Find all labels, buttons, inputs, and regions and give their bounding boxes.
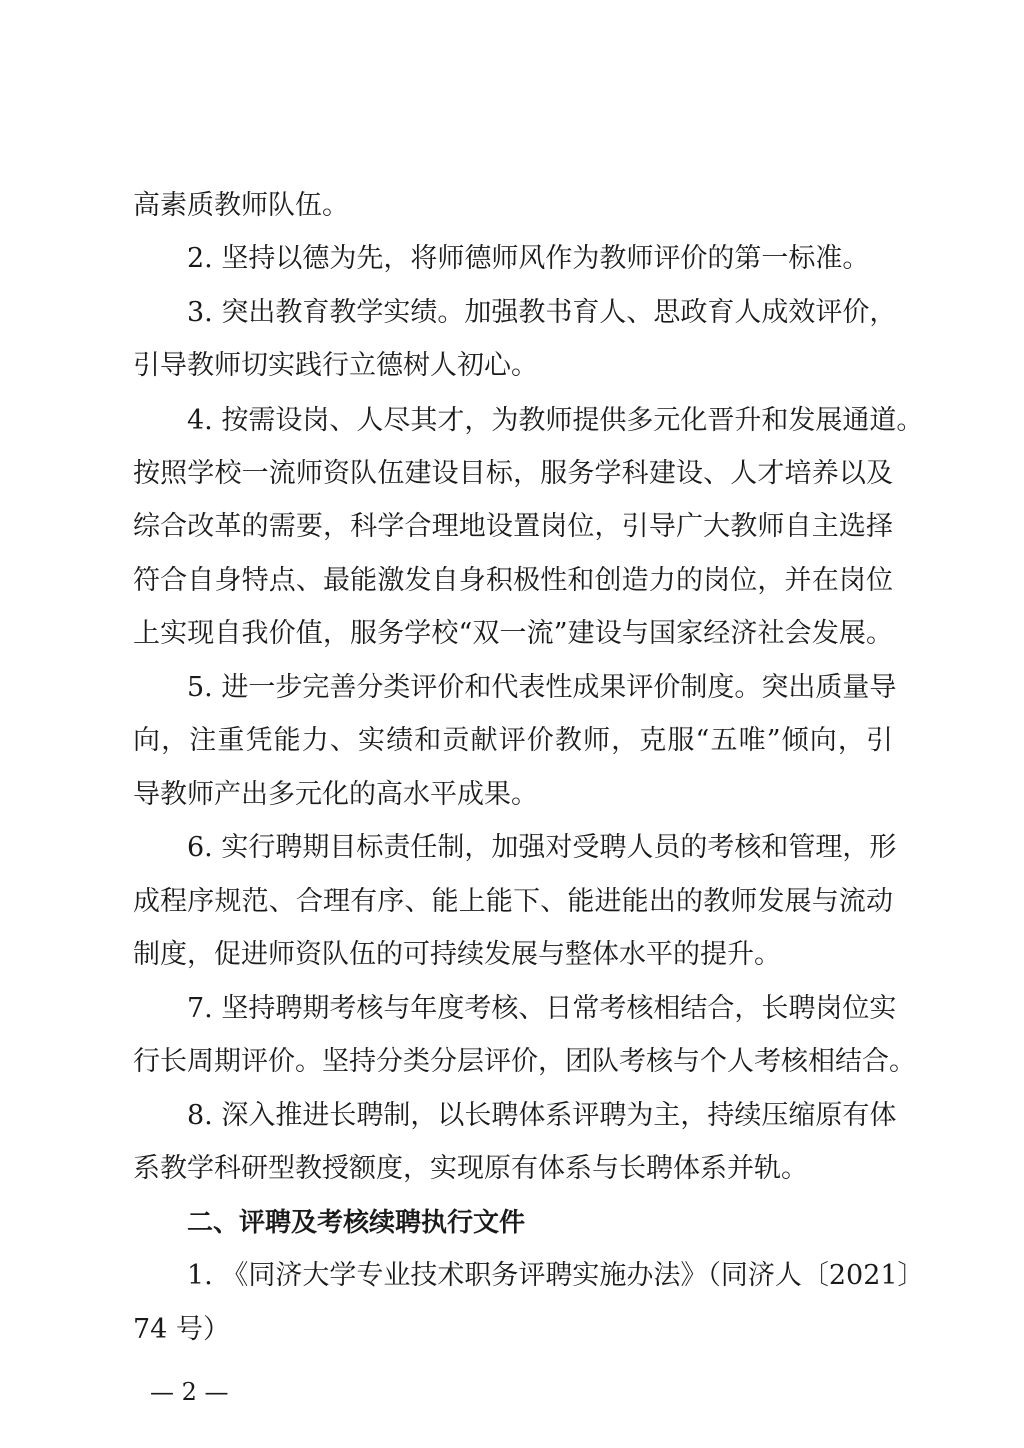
text-line: 5. 进一步完善分类评价和代表性成果评价制度。突出质量导 [187, 672, 897, 703]
text-line: 3. 突出教育教学实绩。加强教书育人、思政育人成效评价， [187, 297, 897, 328]
text-line: 74 号） [133, 1314, 230, 1345]
text-line: 高素质教师队伍。 [133, 190, 349, 221]
text-line: 7. 坚持聘期考核与年度考核、日常考核相结合，长聘岗位实 [187, 993, 897, 1024]
text-line: 向，注重凭能力、实绩和贡献评价教师，克服“五唯”倾向，引 [133, 725, 893, 756]
text-line: 制度，促进师资队伍的可持续发展与整体水平的提升。 [133, 939, 781, 970]
section-heading: 二、评聘及考核续聘执行文件 [187, 1208, 526, 1238]
text-line: 4. 按需设岗、人尽其才，为教师提供多元化晋升和发展通道。 [187, 405, 924, 436]
text-line: 符合自身特点、最能激发自身积极性和创造力的岗位，并在岗位 [133, 565, 893, 596]
text-line: 1. 《同济大学专业技术职务评聘实施办法》（同济人〔2021〕 [187, 1260, 925, 1291]
text-line: 上实现自我价值，服务学校“双一流”建设与国家经济社会发展。 [133, 618, 893, 649]
text-line: 6. 实行聘期目标责任制，加强对受聘人员的考核和管理，形 [187, 832, 897, 863]
text-line: 成程序规范、合理有序、能上能下、能进能出的教师发展与流动 [133, 886, 893, 917]
text-line: 2. 坚持以德为先，将师德师风作为教师评价的第一标准。 [187, 243, 870, 274]
text-line: 引导教师切实践行立德树人初心。 [133, 350, 538, 381]
text-line: 综合改革的需要，科学合理地设置岗位，引导广大教师自主选择 [133, 511, 893, 542]
text-line: 行长周期评价。坚持分类分层评价，团队考核与个人考核相结合。 [133, 1046, 916, 1077]
text-line: 系教学科研型教授额度，实现原有体系与长聘体系并轨。 [133, 1153, 808, 1184]
text-line: 按照学校一流师资队伍建设目标，服务学科建设、人才培养以及 [133, 458, 893, 489]
page-number: — 2 — [150, 1378, 229, 1406]
text-line: 8. 深入推进长聘制，以长聘体系评聘为主，持续压缩原有体 [187, 1100, 897, 1131]
text-line: 导教师产出多元化的高水平成果。 [133, 779, 538, 810]
